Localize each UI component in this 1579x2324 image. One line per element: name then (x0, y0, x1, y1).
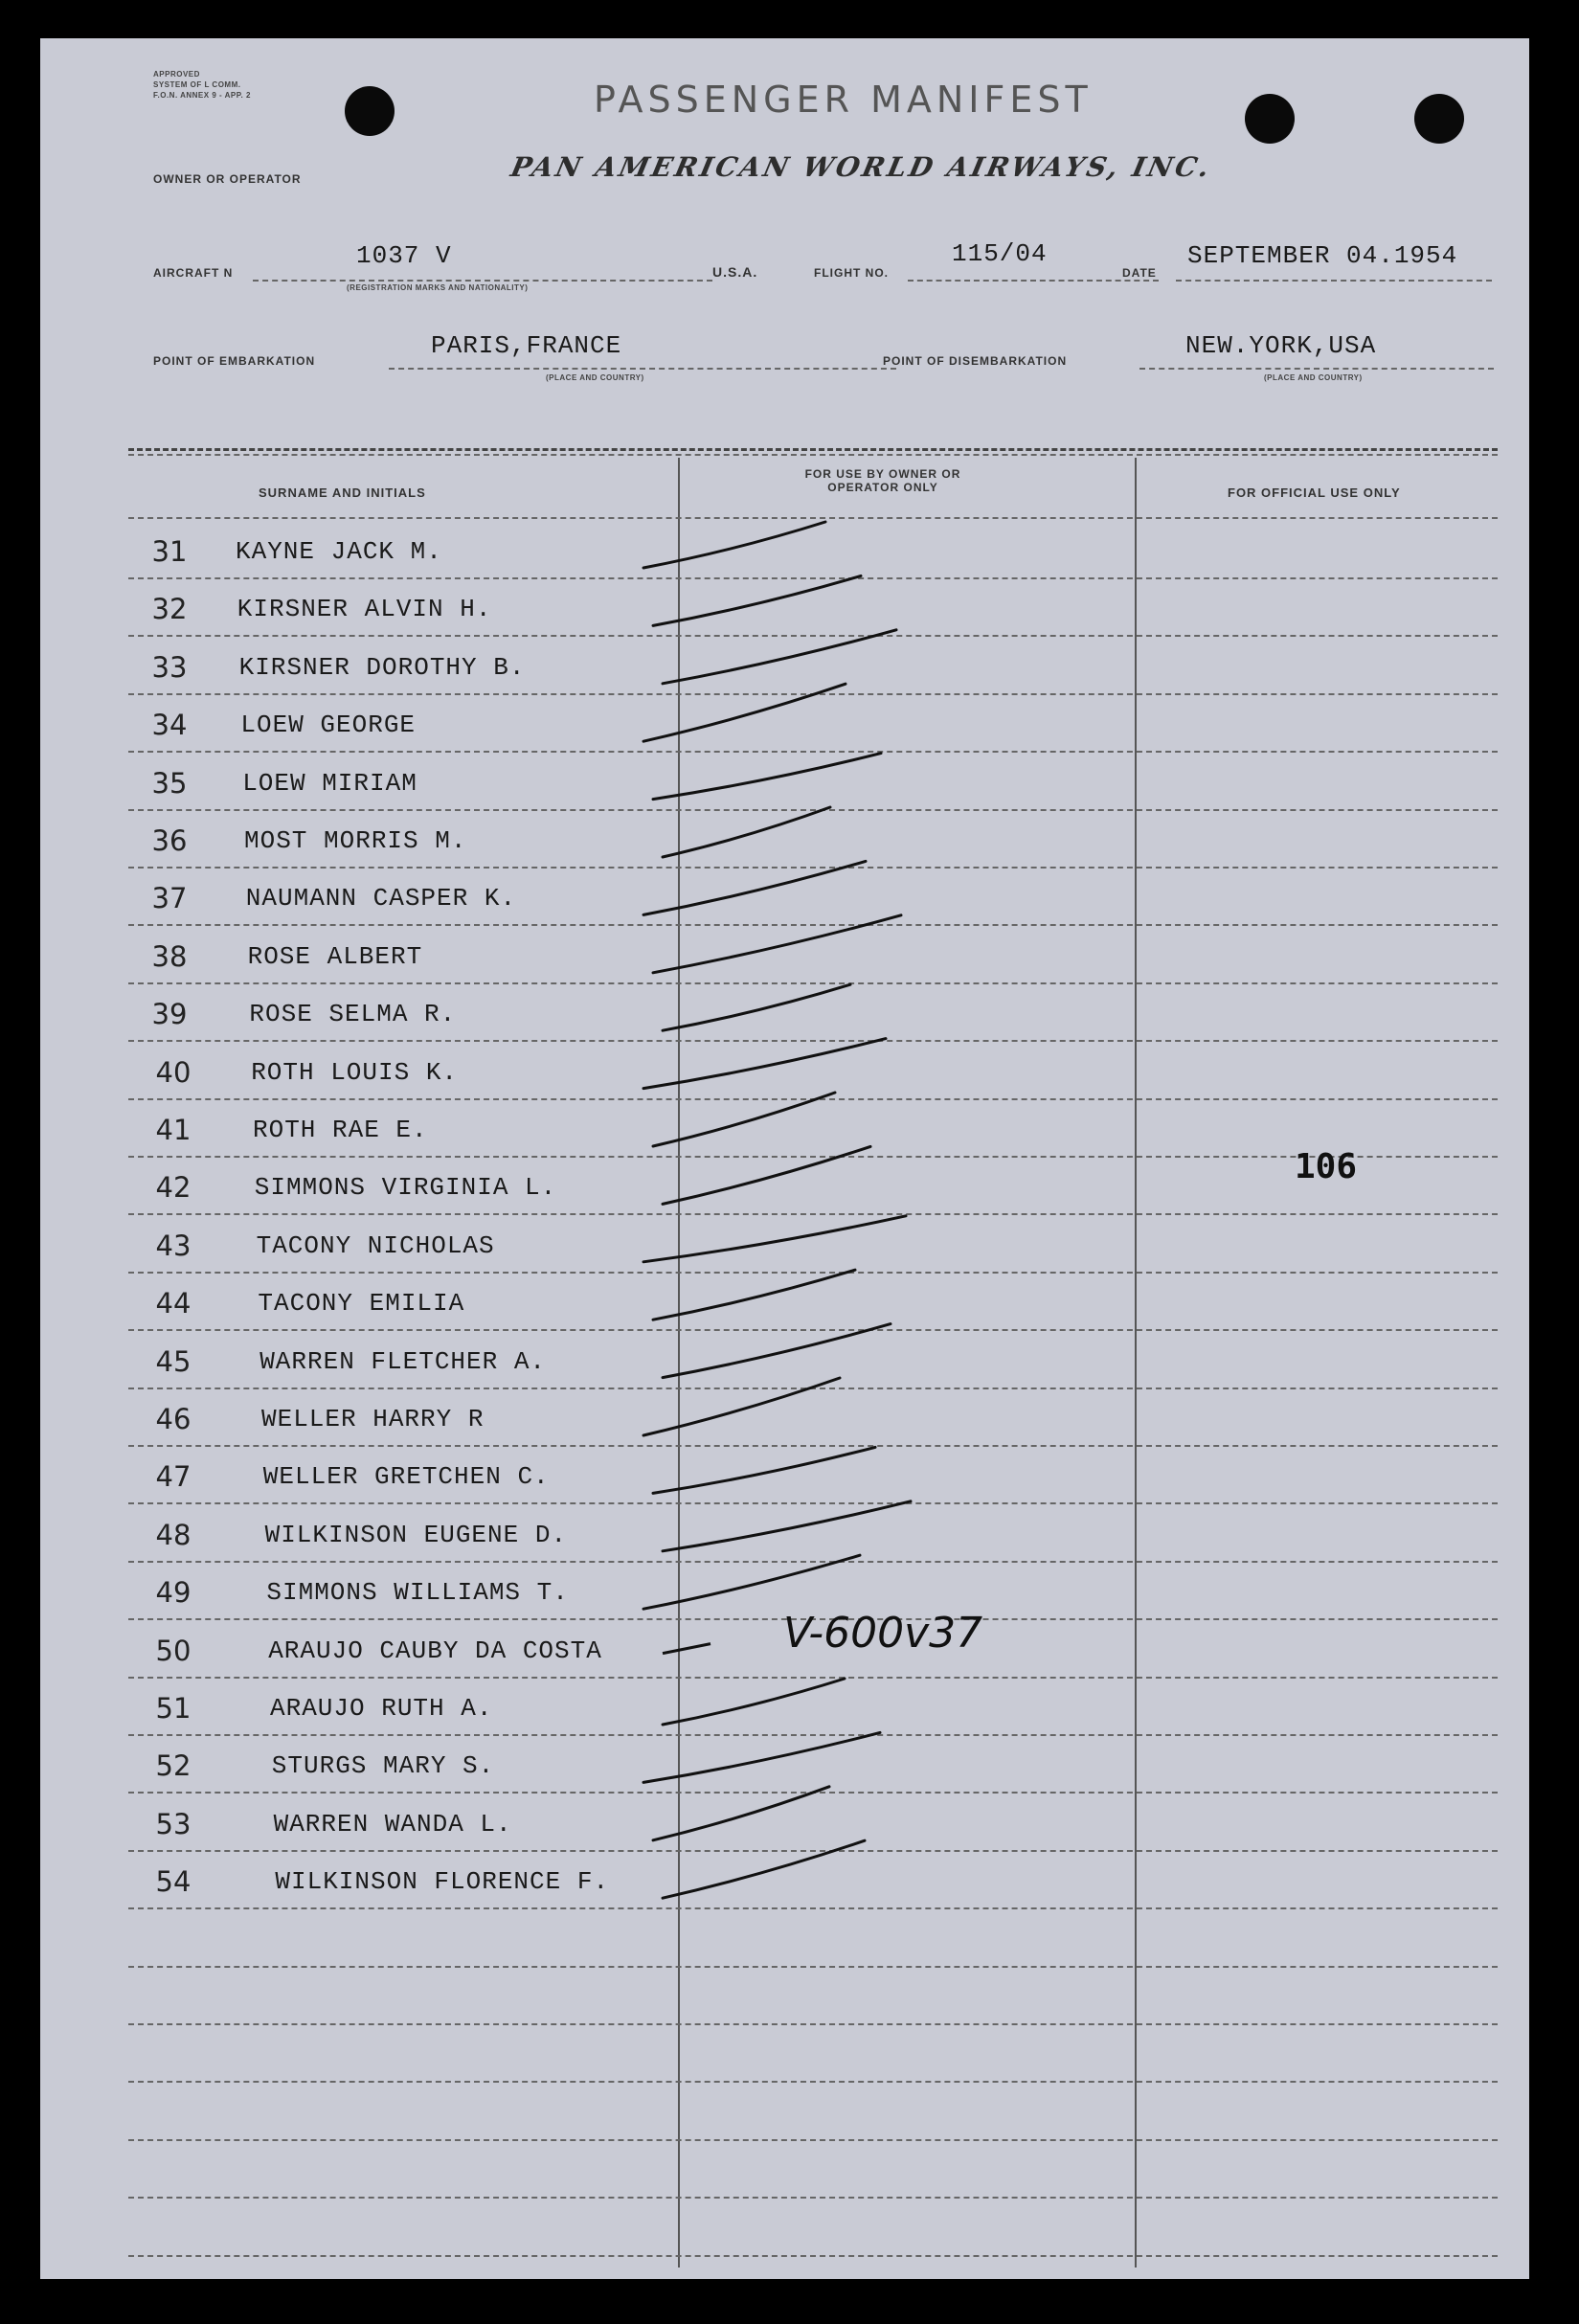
check-mark (653, 915, 901, 973)
passenger-name: TACONY EMILIA (258, 1289, 465, 1319)
passenger-name: LOEW GEORGE (240, 711, 417, 740)
check-mark (643, 1216, 906, 1262)
registration-caption: (REGISTRATION MARKS AND NATIONALITY) (347, 283, 529, 292)
col-owner-header: FOR USE BY OWNER OR OPERATOR ONLY (804, 467, 961, 494)
flight-label: FLIGHT NO. (814, 266, 889, 280)
approval-line-3: F.O.N. ANNEX 9 - APP. 2 (153, 91, 251, 100)
passenger-name: ROTH RAE E. (253, 1116, 428, 1144)
row-number: 33 (151, 650, 188, 684)
row-number: 48 (155, 1518, 192, 1551)
owner-label: OWNER OR OPERATOR (153, 172, 302, 186)
check-mark (643, 522, 825, 568)
aircraft-value: 1037 V (356, 241, 452, 270)
passenger-name: ARAUJO RUTH A. (270, 1694, 493, 1723)
check-mark (663, 1324, 891, 1378)
row-number: 47 (155, 1460, 192, 1494)
page-title: PASSENGER MANIFEST (594, 79, 1093, 121)
row-number: 40 (155, 1055, 192, 1089)
embark-label: POINT OF EMBARKATION (153, 354, 316, 368)
passenger-name: ROSE ALBERT (247, 941, 423, 971)
passenger-name: MOST MORRIS M. (244, 826, 467, 855)
check-mark (663, 807, 830, 857)
approval-line-1: APPROVED (153, 70, 200, 79)
check-mark (643, 1555, 860, 1609)
passenger-name: WARREN WANDA L. (273, 1809, 512, 1839)
row-number: 35 (151, 766, 188, 800)
passenger-name: ROSE SELMA R. (249, 1000, 457, 1029)
passenger-name: KIRSNER DOROTHY B. (238, 652, 526, 682)
passenger-name: WILKINSON FLORENCE F. (275, 1867, 610, 1897)
manifest-page (40, 38, 1529, 2279)
usa-label: U.S.A. (712, 264, 758, 280)
check-mark (663, 1501, 911, 1551)
row-number: 31 (151, 535, 188, 568)
passenger-name: KAYNE JACK M. (236, 537, 442, 566)
row-number: 51 (155, 1692, 192, 1725)
passenger-name: STURGS MARY S. (271, 1751, 495, 1781)
passenger-name: WELLER HARRY R (261, 1405, 485, 1433)
passenger-name: WILKINSON EUGENE D. (264, 1520, 568, 1549)
row-number: 36 (151, 824, 188, 857)
check-mark (663, 1840, 865, 1898)
row-number: 50 (155, 1634, 192, 1667)
check-mark (653, 575, 861, 625)
passenger-name: WELLER GRETCHEN C. (262, 1462, 550, 1492)
passenger-name: KIRSNER ALVIN H. (237, 595, 492, 624)
check-mark (643, 1732, 880, 1782)
official-stamp: 106 (1295, 1147, 1358, 1186)
check-mark (663, 1644, 711, 1654)
check-mark (643, 1039, 886, 1089)
passenger-name: LOEW MIRIAM (242, 768, 417, 798)
handwritten-note: V-600v37 (783, 1609, 983, 1658)
check-mark (643, 861, 866, 914)
row-number: 46 (155, 1403, 192, 1435)
date-value: SEPTEMBER 04.1954 (1187, 241, 1458, 270)
check-mark (643, 684, 846, 741)
col-surname-header: SURNAME AND INITIALS (259, 485, 426, 500)
row-number: 41 (155, 1114, 192, 1146)
passenger-name: SIMMONS VIRGINIA L. (254, 1173, 557, 1203)
check-mark (663, 984, 850, 1030)
row-number: 52 (155, 1749, 192, 1783)
row-number: 43 (155, 1229, 192, 1262)
check-mark (663, 1146, 870, 1204)
row-number: 39 (151, 998, 188, 1031)
check-mark (663, 1679, 845, 1725)
passenger-name: ROTH LOUIS K. (251, 1057, 459, 1087)
row-number: 32 (151, 593, 188, 626)
check-mark (663, 630, 896, 684)
row-number: 42 (155, 1171, 192, 1205)
row-number: 53 (155, 1807, 192, 1840)
row-number: 45 (155, 1344, 192, 1378)
check-mark (653, 1787, 829, 1840)
flight-value: 115/04 (952, 239, 1048, 268)
row-number: 44 (155, 1287, 192, 1320)
approval-line-2: SYSTEM OF L COMM. (153, 80, 241, 89)
aircraft-label: AIRCRAFT N (153, 266, 234, 280)
check-mark (653, 1093, 835, 1146)
passenger-name: TACONY NICHOLAS (256, 1230, 495, 1260)
passenger-name: WARREN FLETCHER A. (259, 1346, 547, 1376)
disembark-label: POINT OF DISEMBARKATION (883, 354, 1068, 368)
embark-caption: (PLACE AND COUNTRY) (546, 373, 644, 382)
check-mark (653, 1447, 875, 1493)
passenger-name: NAUMANN CASPER K. (245, 884, 517, 914)
row-number: 49 (155, 1576, 192, 1610)
check-mark (643, 1378, 840, 1435)
check-mark (653, 754, 881, 800)
airline-name: PAN AMERICAN WORLD AIRWAYS, INC. (508, 151, 1215, 183)
disembark-caption: (PLACE AND COUNTRY) (1264, 373, 1363, 382)
row-number: 37 (151, 882, 188, 915)
disembark-value: NEW.YORK,USA (1185, 331, 1377, 360)
date-label: DATE (1122, 266, 1157, 280)
row-number: 54 (155, 1865, 192, 1899)
embark-value: PARIS,FRANCE (431, 331, 622, 360)
row-number: 38 (151, 939, 188, 973)
passenger-name: SIMMONS WILLIAMS T. (266, 1578, 569, 1608)
col-official-header: FOR OFFICIAL USE ONLY (1228, 485, 1401, 500)
check-mark (653, 1270, 855, 1320)
passenger-name: ARAUJO CAUBY DA COSTA (268, 1636, 602, 1665)
row-number: 34 (151, 709, 188, 742)
